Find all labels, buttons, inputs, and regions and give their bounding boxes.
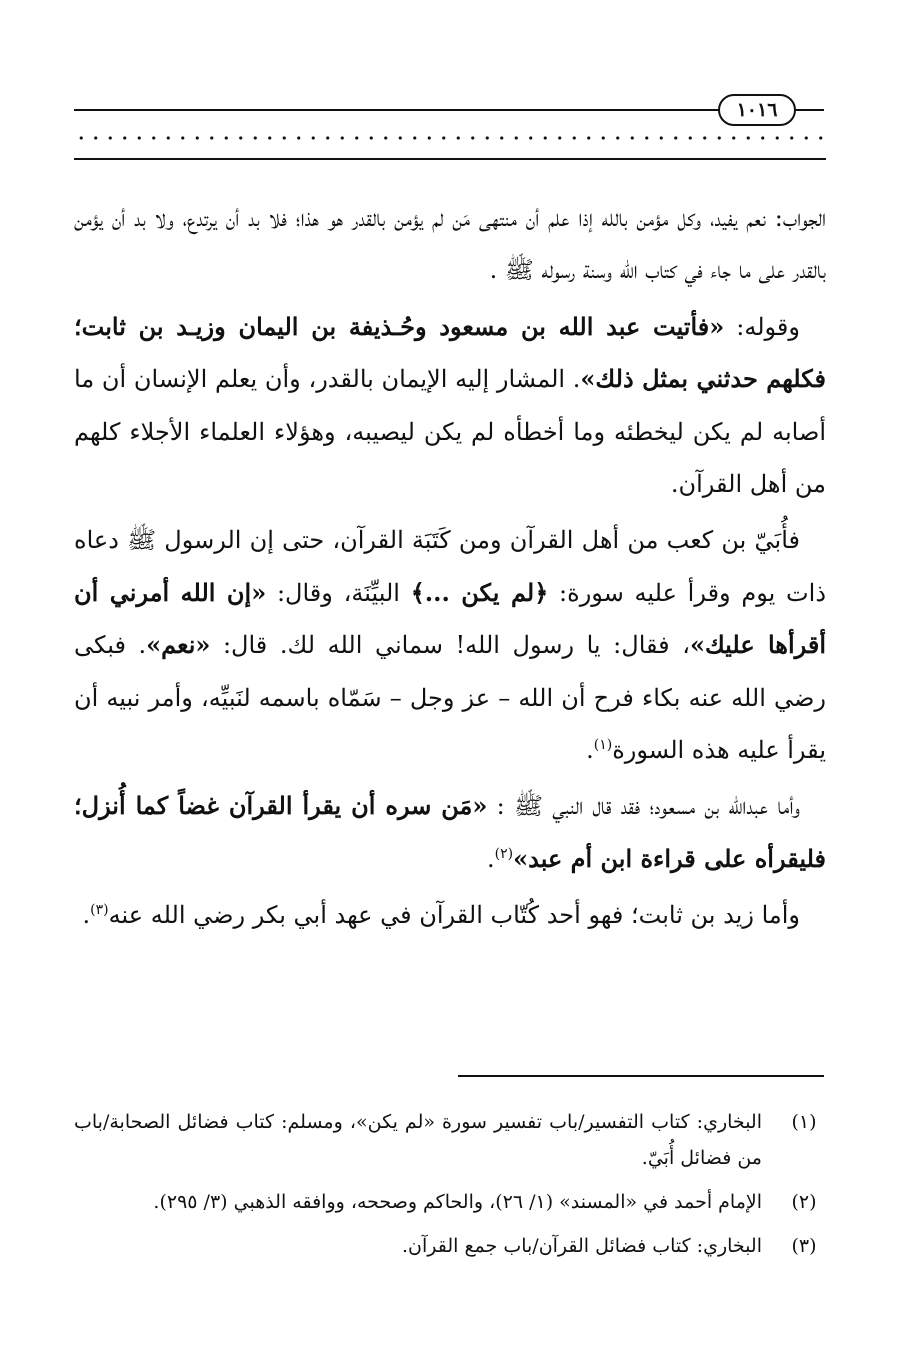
footnote-ref[interactable]: (٣): [90, 902, 109, 919]
paragraph-zayd: [74, 889, 826, 941]
text-segment: البيِّنَة، وقال:: [266, 578, 411, 607]
text-segment: وأما زيد بن ثابت؛ فهو أحد كُتّاب القرآن في عهد أبي بكر رضي الله عنه: [108, 901, 800, 930]
footnote-text: البخاري: كتاب فضائل القرآن/باب جمع القرآن.: [401, 1235, 762, 1257]
footnote-separator: [458, 1075, 824, 1077]
footnote-text: البخاري: كتاب التفسير/باب تفسير سورة «لم يكن»، ومسلم: كتاب فضائل الصحابة/باب من فضائل أُبَيّ.: [74, 1111, 762, 1169]
footnote-ref[interactable]: (٢): [494, 845, 514, 862]
page-number: ١٠١٦: [718, 94, 796, 126]
text-segment: وقوله:: [724, 312, 800, 341]
footnotes: [74, 1104, 826, 1272]
footnote-number: (٣): [791, 1235, 817, 1257]
text-segment: وأما عبدالله بن مسعود؛ فقد قال النبي ﷺ :: [487, 792, 800, 821]
header-rule-left: [74, 109, 720, 111]
footnote-number: (١): [791, 1111, 817, 1133]
text-segment: .: [487, 844, 495, 873]
quoted-text: «فأتيت عبد الله بن مسعود وحُـذيفة بن اليمان وزيـد بن ثابت؛ فكلهم حدثني بمثل ذلك»: [74, 311, 826, 394]
text-segment: فأُبَيّ بن كعب من أهل القرآن ومن كَتَبَة القرآن، حتى إن الرسول ﷺ دعاه ذات يوم وقرأ عليه سورة:: [74, 526, 827, 607]
dotted-divider: [74, 134, 826, 142]
main-text: [74, 192, 826, 946]
footnote-3: [74, 1228, 826, 1264]
footnote-text: الإمام أحمد في «المسند» (١/ ٢٦)، والحاكم وصححه، ووافقه الذهبي (٣/ ٢٩٥).: [153, 1191, 762, 1213]
footnote-number: (٢): [791, 1191, 817, 1213]
text-segment: . فبكى رضي الله عنه بكاء فرح أن الله – عز وجل – سَمّاه باسمه لنَبيِّه، وأمر نبيه أن يقرأ عليه هذه السورة: [74, 631, 826, 765]
paragraph-answer: [74, 192, 826, 297]
footnote-ref[interactable]: (١): [593, 737, 613, 754]
footnote-2: [74, 1184, 826, 1220]
paragraph-ibn-masud: [74, 780, 826, 885]
text-segment: ، فقال: يا رسول الله! سماني الله لك. قال:: [210, 631, 690, 660]
quoted-text: «مَن سره أن يقرأ القرآن غضاً كما أُنزل؛ فليقرأه على قراءة ابن أم عبد»: [74, 791, 826, 873]
quoted-text: ﴿لم يكن ...﴾: [410, 577, 549, 607]
header-rule-bottom: [74, 158, 826, 160]
footnote-1: [74, 1104, 826, 1176]
paragraph-ubayy: [74, 514, 826, 776]
paragraph-quote: [74, 301, 826, 511]
quoted-text: «نعم»: [146, 630, 211, 660]
text-segment: . المشار إليه الإيمان بالقدر، وأن يعلم الإنسان أن ما أصابه لم يكن ليخطئه وما أخطأه لم يكن ليصيبه، وهؤلاء العلماء الأجلاء كلهم من أهل القرآن.: [74, 365, 826, 499]
quoted-text: «إن الله أمرني أن أقرأها عليك»: [74, 577, 827, 660]
text-segment: .: [82, 901, 91, 930]
text-segment: الجواب: نعم يفيد، وكل مؤمن بالله إذا علم أن منتهى مَن لم يؤمن بالقدر هو هذا؛ فلا بد أن يرتدع، ولا بد أن يؤمن بالقدر على ما جاء في كتاب الله وسنة رسوله ﷺ .: [74, 204, 826, 285]
text-segment: .: [586, 736, 594, 765]
